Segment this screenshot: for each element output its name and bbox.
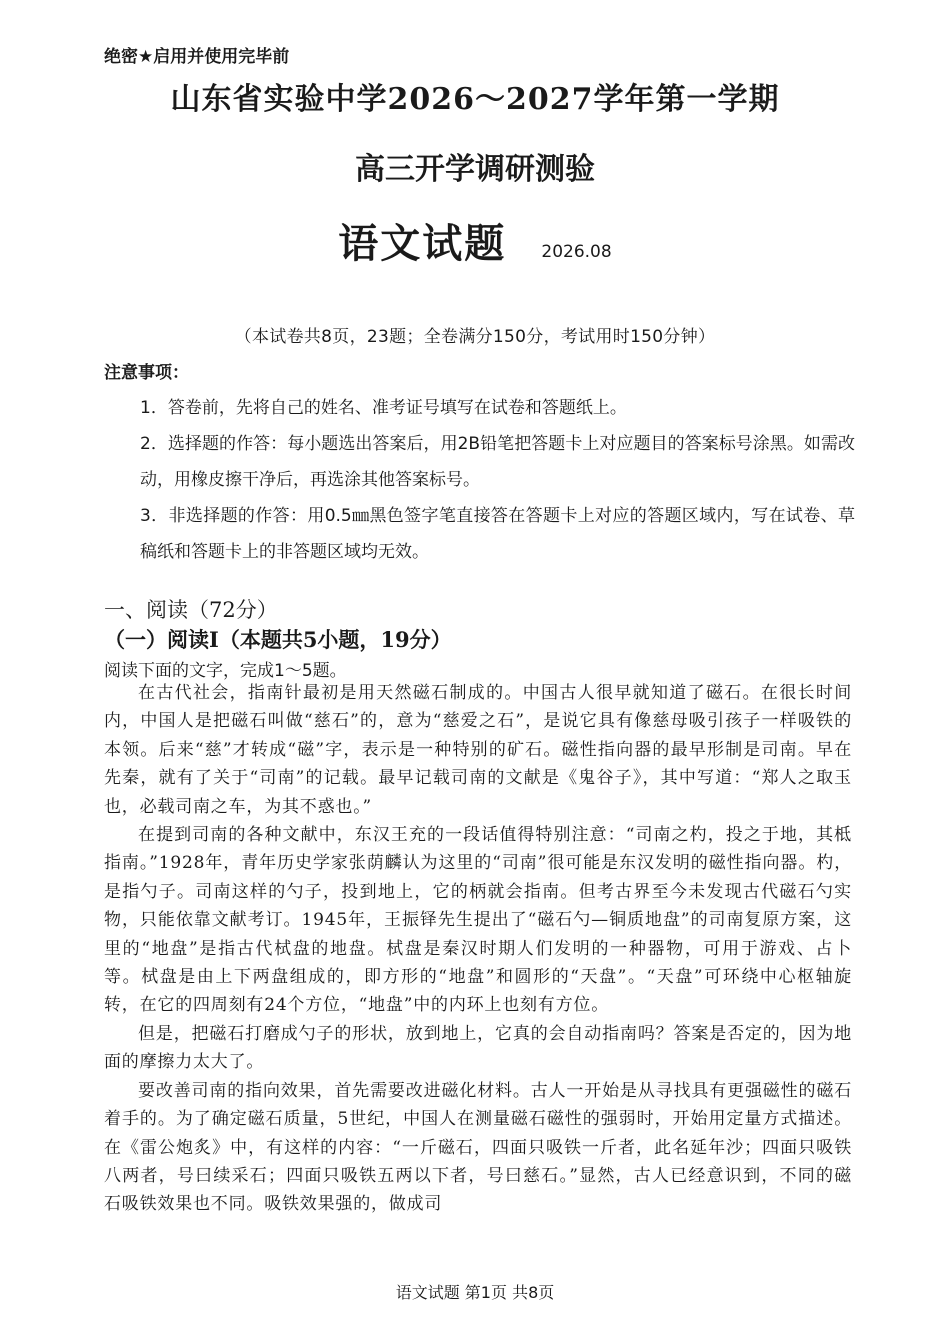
school-title: 山东省实验中学2026～2027学年第一学期 [170,82,780,117]
exam-date: 2026.08 [541,242,612,262]
reading-instruction: 阅读下面的文字，完成1～5题。 [104,661,347,681]
paper-info: （本试卷共8页，23题；全卷满分150分，考试用时150分钟） [234,327,716,347]
note-item: 1．答卷前，先将自己的姓名、准考证号填写在试卷和答题纸上。 [140,398,627,418]
notes-list [140,390,855,570]
subject-title: 语文试题 [338,220,507,267]
reading-passage [104,679,852,1219]
confidential-label: 绝密★启用并使用完毕前 [104,47,290,67]
passage-paragraph: 要改善司南的指向效果，首先需要改进磁化材料。古人一开始是从寻找具有更强磁性的磁石着手的。为了确定磁石质量，5世纪，中国人在测量磁石磁性的强弱时，开始用定量方式描述。在《雷公炮炙》中，有这样的内容：“一斤磁石，四面只吸铁一斤者，此名延年沙；四面只吸铁八两者，号曰续采石；四面只吸铁五两以下者，号曰慈石。”显然，古人已经意识到，不同的磁石吸铁效果也不同。吸铁效果强的，做成司 [104,1080,852,1215]
page-footer: 语文试题 第1页 共8页 [395,1283,555,1302]
passage-paragraph: 在古代社会，指南针最初是用天然磁石制成的。中国古人很早就知道了磁石。在很长时间内，中国人是把磁石叫做“慈石”的，意为“慈爱之石”，是说它具有像慈母吸引孩子一样吸铁的本领。后来“慈”才转成“磁”字，表示是一种特别的矿石。磁性指向器的最早形制是司南。早在先秦，就有了关于“司南”的记载。最早记载司南的文献是《鬼谷子》，其中写道：“郑人之取玉也，必载司南之车，为其不惑也。” [104,683,852,817]
notes-heading: 注意事项： [104,363,189,383]
subject-row [0,212,950,269]
exam-name: 高三开学调研测验 [355,152,595,187]
section-heading: 一、阅读（72分） [104,598,278,622]
passage-paragraph: 在提到司南的各种文献中，东汉王充的一段话值得特别注意：“司南之杓，投之于地，其柢指南。”1928年，青年历史学家张荫麟认为这里的“司南”很可能是东汉发明的磁性指向器。杓，是指勺子。司南这样的勺子，投到地上，它的柄就会指南。但考古界至今未发现古代磁石勺实物，只能依靠文献考订。1945年，王振铎先生提出了“磁石勺—铜质地盘”的司南复原方案，这里的“地盘”是指古代栻盘的地盘。栻盘是秦汉时期人们发明的一种器物，可用于游戏、占卜等。栻盘是由上下两盘组成的，即方形的“地盘”和圆形的“天盘”。“天盘”可环绕中心枢轴旋转，在它的四周刻有24个方位，“地盘”中的内环上也刻有方位。 [104,825,852,1016]
note-item: 2．选择题的作答：每小题选出答案后，用2B铅笔把答题卡上对应题目的答案标号涂黑。如需改动，用橡皮擦干净后，再选涂其他答案标号。 [140,434,855,490]
note-item: 3．非选择题的作答：用0.5㎜黑色签字笔直接答在答题卡上对应的答题区域内，写在试卷、草稿纸和答题卡上的非答题区域均无效。 [140,506,855,562]
subsection-heading: （一）阅读Ⅰ（本题共5小题，19分） [104,627,452,652]
passage-paragraph: 但是，把磁石打磨成勺子的形状，放到地上，它真的会自动指南吗？答案是否定的，因为地面的摩擦力太大了。 [104,1023,852,1073]
